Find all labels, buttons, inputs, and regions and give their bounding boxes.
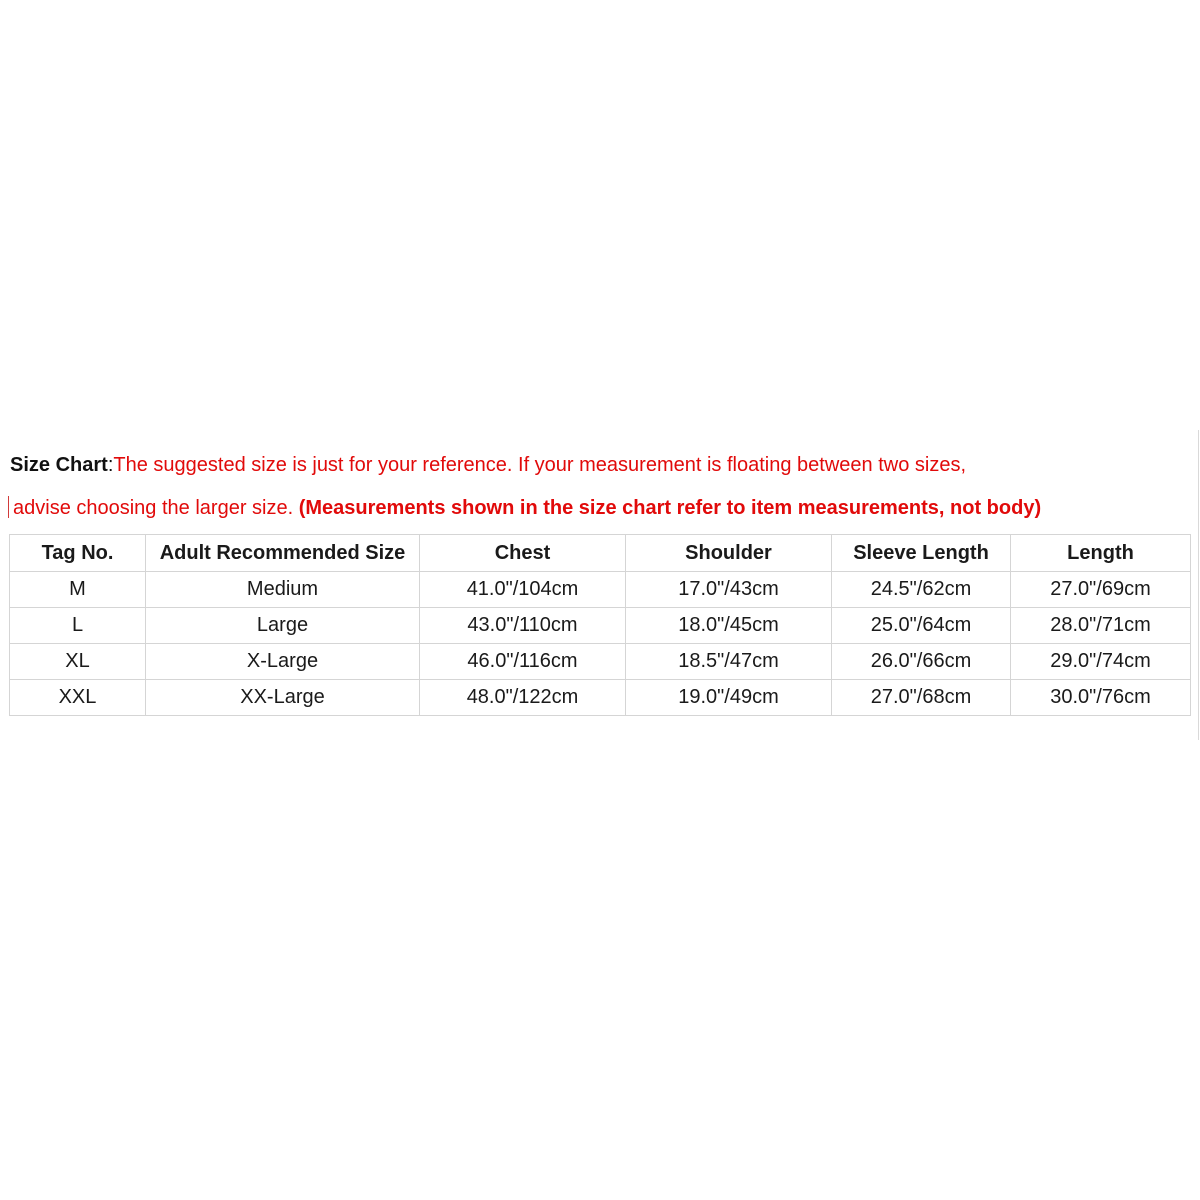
measurement-note: (Measurements shown in the size chart refer to item measurements, not body): [298, 497, 1042, 519]
cell-shoulder: 19.0"/49cm: [626, 680, 832, 716]
header-tag-no: Tag No.: [10, 535, 146, 572]
table-row: [10, 680, 1191, 716]
table-header-row: [10, 535, 1191, 572]
cell-length: 29.0"/74cm: [1011, 644, 1191, 680]
cell-length: 27.0"/69cm: [1011, 572, 1191, 608]
cell-size: XX-Large: [146, 680, 420, 716]
cell-chest: 48.0"/122cm: [420, 680, 626, 716]
cell-shoulder: 17.0"/43cm: [626, 572, 832, 608]
cell-length: 30.0"/76cm: [1011, 680, 1191, 716]
size-chart-label: Size Chart: [10, 454, 108, 476]
cell-shoulder: 18.5"/47cm: [626, 644, 832, 680]
cell-size: X-Large: [146, 644, 420, 680]
header-sleeve-length: Sleeve Length: [832, 535, 1011, 572]
cell-tag: XL: [10, 644, 146, 680]
cell-sleeve-length: 25.0"/64cm: [832, 608, 1011, 644]
cell-size: Medium: [146, 572, 420, 608]
header-length: Length: [1011, 535, 1191, 572]
cell-sleeve-length: 24.5"/62cm: [832, 572, 1011, 608]
table-row: [10, 644, 1191, 680]
text-cursor: [8, 496, 9, 518]
table-row: [10, 608, 1191, 644]
header-adult-recommended-size: Adult Recommended Size: [146, 535, 420, 572]
cell-chest: 43.0"/110cm: [420, 608, 626, 644]
size-advice-line1: The suggested size is just for your reference. If your measurement is floating between two sizes,: [113, 454, 967, 476]
table-row: [10, 572, 1191, 608]
cell-chest: 46.0"/116cm: [420, 644, 626, 680]
cell-chest: 41.0"/104cm: [420, 572, 626, 608]
cell-length: 28.0"/71cm: [1011, 608, 1191, 644]
size-chart-table: [9, 534, 1191, 716]
header-shoulder: Shoulder: [626, 535, 832, 572]
header-chest: Chest: [420, 535, 626, 572]
cell-tag: M: [10, 572, 146, 608]
cell-tag: L: [10, 608, 146, 644]
cell-sleeve-length: 26.0"/66cm: [832, 644, 1011, 680]
size-chart-colon: :: [107, 454, 114, 476]
right-edge-divider: [1198, 430, 1199, 740]
size-chart-intro: [10, 444, 1190, 530]
cell-tag: XXL: [10, 680, 146, 716]
cell-sleeve-length: 27.0"/68cm: [832, 680, 1011, 716]
size-advice-line2: advise choosing the larger size.: [13, 497, 299, 519]
cell-shoulder: 18.0"/45cm: [626, 608, 832, 644]
cell-size: Large: [146, 608, 420, 644]
